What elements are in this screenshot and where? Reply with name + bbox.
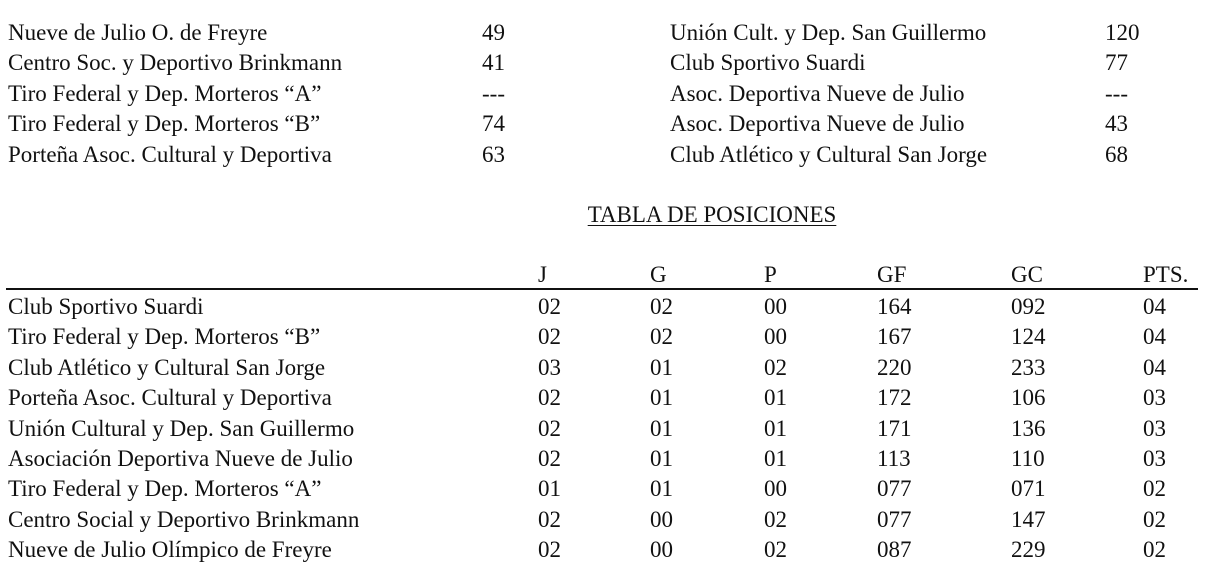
away-team: Club Sportivo Suardi <box>670 50 866 76</box>
points-against: 136 <box>1011 415 1046 441</box>
home-team: Nueve de Julio O. de Freyre <box>8 20 268 45</box>
header-gc: GC <box>1011 262 1043 287</box>
away-score: 120 <box>1105 20 1140 45</box>
away-team: Unión Cult. y Dep. San Guillermo <box>670 20 987 45</box>
points: 02 <box>1143 476 1166 502</box>
home-score: 41 <box>482 50 505 76</box>
won: 00 <box>650 506 673 532</box>
standings-body <box>0 292 1211 566</box>
won: 01 <box>650 415 673 441</box>
played: 02 <box>538 445 561 471</box>
team-name: Club Sportivo Suardi <box>8 294 204 319</box>
lost: 02 <box>764 506 787 532</box>
table-row <box>0 322 1211 352</box>
points-against: 092 <box>1011 294 1046 319</box>
points: 03 <box>1143 445 1166 471</box>
standings-title-text: TABLA DE POSICIONES <box>587 202 837 227</box>
won: 01 <box>650 476 673 502</box>
team-name: Unión Cultural y Dep. San Guillermo <box>8 415 355 441</box>
match-row <box>0 140 1211 170</box>
table-row <box>0 383 1211 413</box>
home-score: --- <box>482 80 505 106</box>
won: 01 <box>650 354 673 380</box>
played: 02 <box>538 294 561 319</box>
header-gf: GF <box>877 262 907 287</box>
lost: 00 <box>764 324 787 350</box>
points-for: 220 <box>877 354 912 380</box>
team-name: Tiro Federal y Dep. Morteros “A” <box>8 476 322 502</box>
lost: 00 <box>764 294 787 319</box>
points-against: 147 <box>1011 506 1046 532</box>
won: 00 <box>650 537 673 563</box>
match-row <box>0 109 1211 139</box>
match-row <box>0 79 1211 109</box>
points-for: 077 <box>877 476 912 502</box>
match-row <box>0 48 1211 78</box>
points: 04 <box>1143 294 1166 319</box>
played: 02 <box>538 415 561 441</box>
away-team: Club Atlético y Cultural San Jorge <box>670 141 988 167</box>
team-name: Tiro Federal y Dep. Morteros “B” <box>8 324 321 350</box>
points-for: 172 <box>877 385 912 411</box>
points-against: 106 <box>1011 385 1046 411</box>
lost: 02 <box>764 354 787 380</box>
header-pts: PTS. <box>1143 262 1189 287</box>
played: 02 <box>538 537 561 563</box>
team-name: Club Atlético y Cultural San Jorge <box>8 354 326 380</box>
header-j: J <box>538 262 547 287</box>
header-p: P <box>764 262 777 287</box>
points-for: 164 <box>877 294 912 319</box>
points-against: 110 <box>1011 445 1045 471</box>
points-for: 087 <box>877 537 912 563</box>
match-row <box>0 18 1211 48</box>
lost: 01 <box>764 445 787 471</box>
home-score: 63 <box>482 141 505 167</box>
points-against: 233 <box>1011 354 1046 380</box>
won: 02 <box>650 294 673 319</box>
home-team: Centro Soc. y Deportivo Brinkmann <box>8 50 343 76</box>
away-team: Asoc. Deportiva Nueve de Julio <box>670 80 965 106</box>
table-row <box>0 414 1211 444</box>
table-row <box>0 292 1211 322</box>
lost: 02 <box>764 537 787 563</box>
home-team: Porteña Asoc. Cultural y Deportiva <box>8 141 332 167</box>
points: 02 <box>1143 506 1166 532</box>
standings-header-row <box>0 260 1211 290</box>
lost: 01 <box>764 385 787 411</box>
team-name: Asociación Deportiva Nueve de Julio <box>8 445 353 471</box>
points-against: 071 <box>1011 476 1046 502</box>
away-score: --- <box>1105 80 1128 106</box>
points-for: 167 <box>877 324 912 350</box>
points: 03 <box>1143 415 1166 441</box>
points-for: 171 <box>877 415 912 441</box>
away-score: 77 <box>1105 50 1128 76</box>
home-score: 49 <box>482 20 505 45</box>
lost: 01 <box>764 415 787 441</box>
standings-table <box>0 260 1211 290</box>
points-for: 077 <box>877 506 912 532</box>
match-results <box>0 18 1211 174</box>
played: 03 <box>538 354 561 380</box>
won: 01 <box>650 385 673 411</box>
points-against: 229 <box>1011 537 1046 563</box>
points: 02 <box>1143 537 1166 563</box>
away-score: 68 <box>1105 141 1128 167</box>
team-name: Nueve de Julio Olímpico de Freyre <box>8 537 332 563</box>
lost: 00 <box>764 476 787 502</box>
away-team: Asoc. Deportiva Nueve de Julio <box>670 111 965 137</box>
won: 02 <box>650 324 673 350</box>
points: 04 <box>1143 324 1166 350</box>
table-row <box>0 535 1211 565</box>
played: 02 <box>538 506 561 532</box>
away-score: 43 <box>1105 111 1128 137</box>
standings-title <box>0 200 1211 230</box>
played: 02 <box>538 324 561 350</box>
table-row <box>0 474 1211 504</box>
won: 01 <box>650 445 673 471</box>
home-team: Tiro Federal y Dep. Morteros “A” <box>8 80 322 106</box>
table-row <box>0 444 1211 474</box>
header-g: G <box>650 262 667 287</box>
team-name: Centro Social y Deportivo Brinkmann <box>8 506 360 532</box>
table-row <box>0 353 1211 383</box>
table-row <box>0 505 1211 535</box>
header-divider <box>6 288 1198 290</box>
team-name: Porteña Asoc. Cultural y Deportiva <box>8 385 332 411</box>
points: 03 <box>1143 385 1166 411</box>
home-score: 74 <box>482 111 505 137</box>
points: 04 <box>1143 354 1166 380</box>
played: 02 <box>538 385 561 411</box>
played: 01 <box>538 476 561 502</box>
points-for: 113 <box>877 445 911 471</box>
home-team: Tiro Federal y Dep. Morteros “B” <box>8 111 321 137</box>
points-against: 124 <box>1011 324 1046 350</box>
